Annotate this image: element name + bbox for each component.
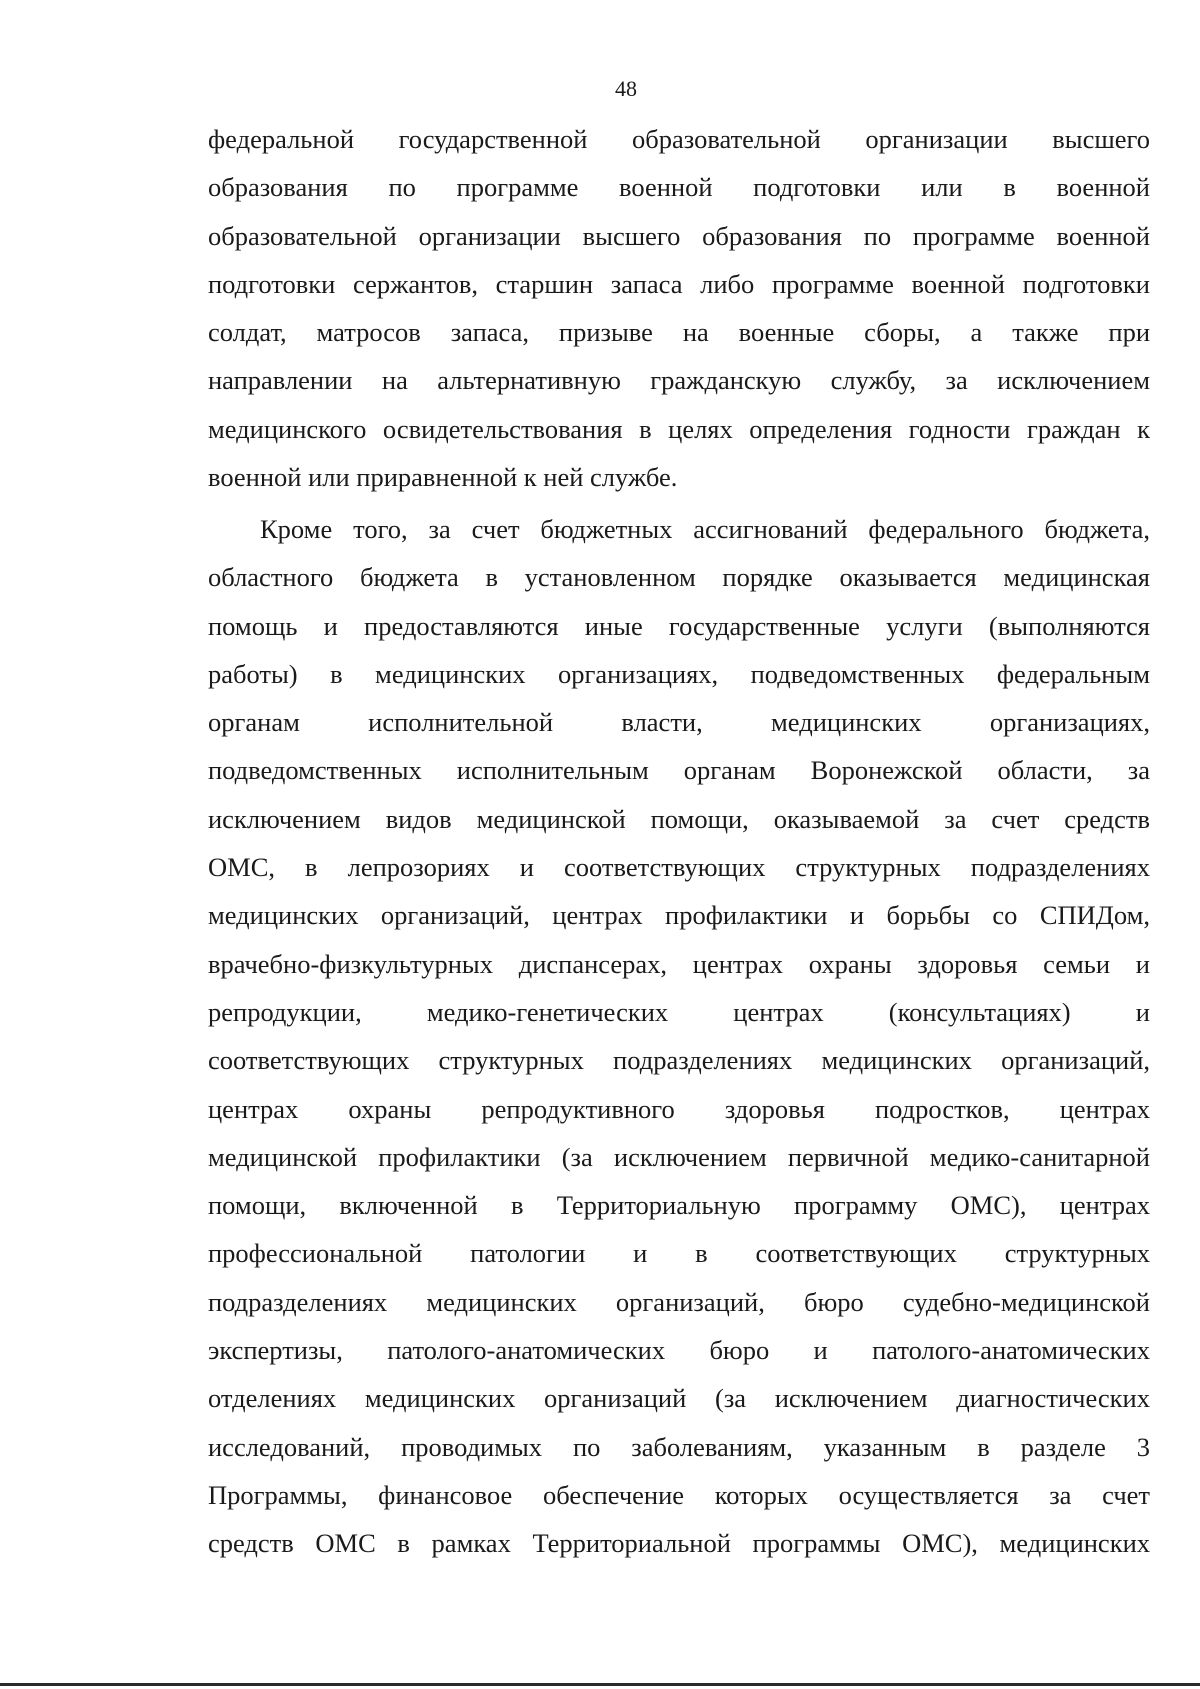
text-line: исключением видов медицинской помощи, оказываемой за счет средств bbox=[208, 803, 1150, 834]
paragraph-continuation bbox=[208, 115, 1150, 501]
text-line: ОМС, в лепрозориях и соответствующих структурных подразделениях bbox=[208, 852, 1150, 883]
text-line: отделениях медицинских организаций (за исключением диагностических bbox=[208, 1383, 1150, 1414]
text-line: подготовки сержантов, старшин запаса либо программе военной подготовки bbox=[208, 268, 1150, 299]
text-line: образовательной организации высшего образования по программе военной bbox=[208, 220, 1150, 251]
text-line: врачебно-физкультурных диспансерах, центрах охраны здоровья семьи и bbox=[208, 948, 1150, 979]
text-line: репродукции, медико-генетических центрах (консультациях) и bbox=[208, 996, 1150, 1027]
text-line: исследований, проводимых по заболеваниям, указанным в разделе 3 bbox=[208, 1431, 1150, 1462]
text-line: соответствующих структурных подразделениях медицинских организаций, bbox=[208, 1045, 1150, 1076]
text-line: Кроме того, за счет бюджетных ассигнований федерального бюджета, bbox=[260, 514, 1150, 544]
page-bottom-edge bbox=[0, 1683, 1200, 1686]
text-line: медицинской профилактики (за исключением первичной медико-санитарной bbox=[208, 1141, 1150, 1172]
text-line: органам исполнительной власти, медицинских организациях, bbox=[208, 707, 1150, 738]
text-line: военной или приравненной к ней службе. bbox=[208, 462, 678, 493]
text-line: областного бюджета в установленном порядке оказывается медицинская bbox=[208, 562, 1150, 593]
text-line: подведомственных исполнительным органам Воронежской области, за bbox=[208, 755, 1150, 786]
text-line: центрах охраны репродуктивного здоровья подростков, центрах bbox=[208, 1093, 1150, 1124]
text-line: медицинских организаций, центрах профилактики и борьбы со СПИДом, bbox=[208, 900, 1150, 931]
text-line: Программы, финансовое обеспечение которых осуществляется за счет bbox=[208, 1479, 1150, 1510]
paragraph-budget-funding bbox=[208, 505, 1150, 1568]
text-line: образования по программе военной подготовки или в военной bbox=[208, 172, 1150, 203]
text-line: федеральной государственной образовательной организации высшего bbox=[208, 124, 1150, 154]
text-line: помощь и предоставляются иные государственные услуги (выполняются bbox=[208, 610, 1150, 641]
text-line: профессиональной патологии и в соответствующих структурных bbox=[208, 1238, 1150, 1269]
text-line: помощи, включенной в Территориальную программу ОМС), центрах bbox=[208, 1190, 1150, 1221]
text-line: средств ОМС в рамках Территориальной программы ОМС), медицинских bbox=[208, 1528, 1150, 1559]
text-line: экспертизы, патолого-анатомических бюро и патолого-анатомических bbox=[208, 1335, 1150, 1366]
text-line: работы) в медицинских организациях, подведомственных федеральным bbox=[208, 658, 1150, 689]
text-line: медицинского освидетельствования в целях определения годности граждан к bbox=[208, 413, 1150, 444]
text-line: направлении на альтернативную гражданскую службу, за исключением bbox=[208, 365, 1150, 396]
text-line: подразделениях медицинских организаций, бюро судебно-медицинской bbox=[208, 1286, 1150, 1317]
text-line: солдат, матросов запаса, призыве на военные сборы, а также при bbox=[208, 317, 1150, 348]
page-number: 48 bbox=[615, 76, 637, 101]
